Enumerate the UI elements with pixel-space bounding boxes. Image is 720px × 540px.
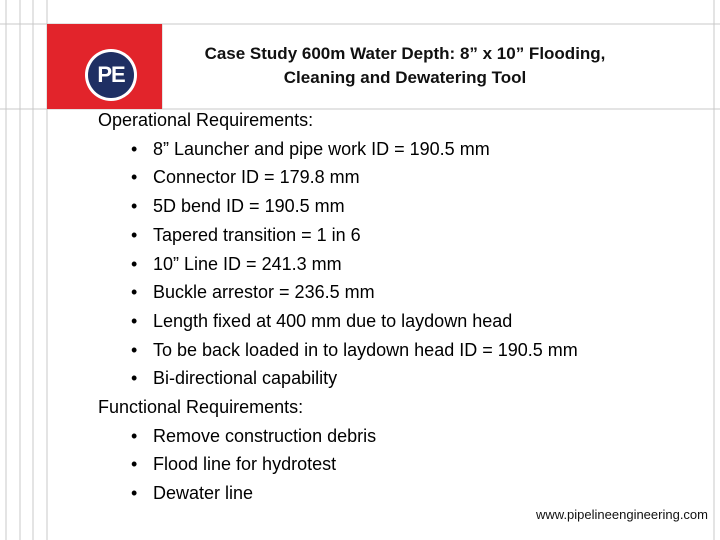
pe-logo-text: PE	[97, 62, 125, 87]
list-item: • 5D bend ID = 190.5 mm	[98, 192, 698, 221]
list-item: • Connector ID = 179.8 mm	[98, 163, 698, 192]
functional-list	[98, 422, 698, 508]
pe-logo	[85, 49, 137, 101]
operational-list	[98, 135, 698, 393]
operational-heading: Operational Requirements:	[98, 110, 314, 130]
title-line-2: Cleaning and Dewatering Tool	[283, 68, 527, 87]
list-item: • To be back loaded in to laydown head ID = 190.5 mm	[98, 336, 698, 365]
title-line-1: Case Study 600m Water Depth: 8” x 10” Flooding,	[204, 44, 606, 63]
list-item: • 10” Line ID = 241.3 mm	[98, 250, 698, 279]
list-item: • Tapered transition = 1 in 6	[98, 221, 698, 250]
list-item: • Bi-directional capability	[98, 364, 698, 393]
slide-title	[150, 42, 660, 90]
list-item: • Remove construction debris	[98, 422, 698, 451]
footer-url[interactable]: www.pipelineengineering.com	[536, 507, 708, 522]
list-item: • 8” Launcher and pipe work ID = 190.5 mm	[98, 135, 698, 164]
list-item: • Buckle arrestor = 236.5 mm	[98, 278, 698, 307]
slide-content	[98, 106, 698, 508]
list-item: • Length fixed at 400 mm due to laydown head	[98, 307, 698, 336]
functional-heading: Functional Requirements:	[98, 397, 304, 418]
list-item: • Flood line for hydrotest	[98, 450, 698, 479]
list-item: • Dewater line	[98, 479, 698, 508]
